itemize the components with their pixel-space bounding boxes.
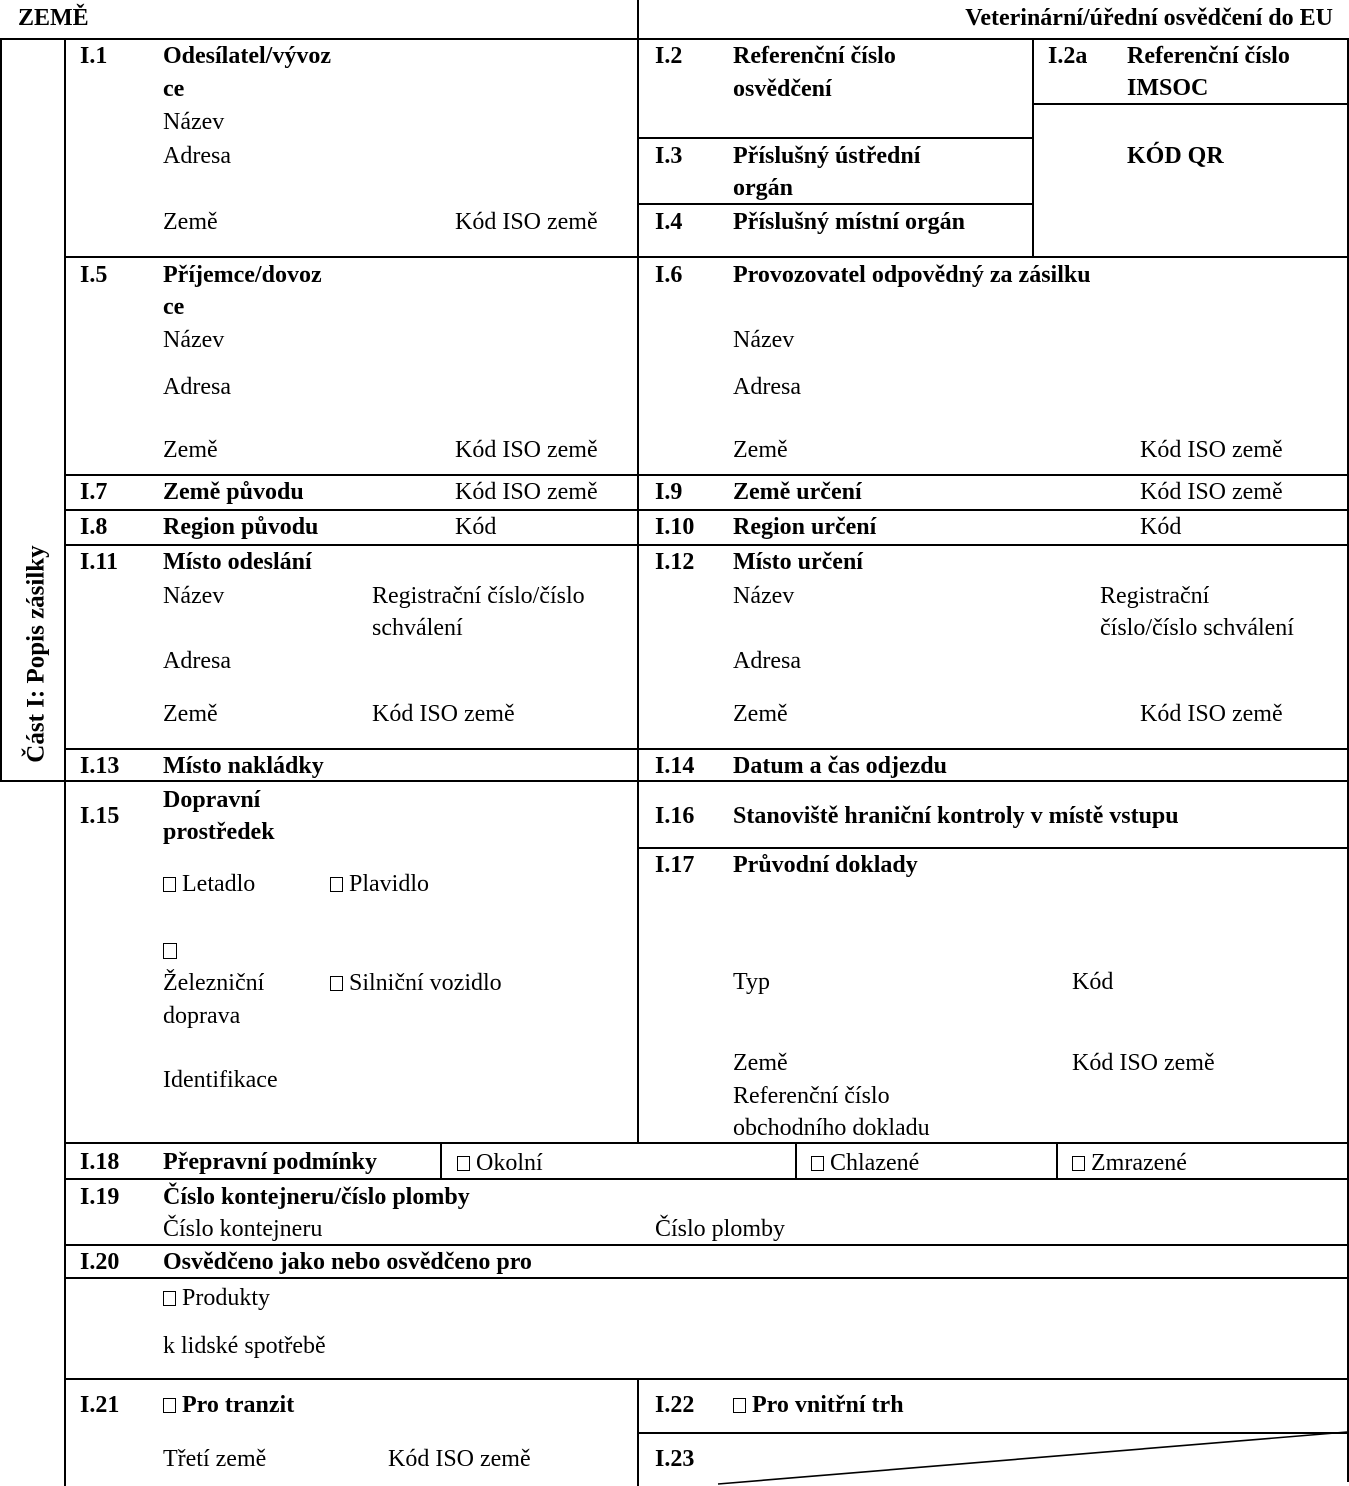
dispatch-place-title: Místo odeslání: [163, 549, 312, 575]
box-number-i14: I.14: [655, 753, 695, 779]
transport-road-label: Silniční vozidlo: [349, 970, 502, 996]
box-number-i7: I.7: [80, 479, 108, 505]
checkbox-icon[interactable]: [457, 1156, 470, 1171]
destination-name-label: Název: [733, 583, 795, 609]
checkbox-icon[interactable]: [811, 1156, 824, 1171]
box-number-i21: I.21: [80, 1392, 120, 1418]
loading-place-title: Místo nakládky: [163, 753, 324, 779]
transit-option[interactable]: [163, 1389, 294, 1422]
transit-title: Pro tranzit: [182, 1392, 295, 1418]
box-number-i2a: I.2a: [1048, 43, 1088, 69]
condition-frozen-label: Zmrazené: [1091, 1150, 1187, 1176]
box-number-i6: I.6: [655, 262, 683, 288]
destination-country-title: Země určení: [733, 479, 862, 505]
box-number-i11: I.11: [80, 549, 119, 575]
certificate-ref-title: Referenční číslo: [733, 43, 896, 69]
box-number-i15: I.15: [80, 803, 120, 829]
consignee-country-label: Země: [163, 437, 218, 463]
border-control-post-title: Stanoviště hraniční kontroly v místě vstupu: [733, 803, 1179, 829]
consignor-title-cont: ce: [163, 76, 185, 102]
side-label-part-one: Část I: Popis zásilky: [22, 545, 50, 763]
checkbox-icon[interactable]: [733, 1398, 746, 1413]
destination-region-title: Region určení: [733, 514, 877, 540]
container-number-label: Číslo kontejneru: [163, 1216, 323, 1242]
box-number-i22: I.22: [655, 1392, 695, 1418]
destination-reg-label-cont: číslo/číslo schválení: [1100, 615, 1294, 641]
qr-code-label: KÓD QR: [1127, 143, 1224, 169]
box-number-i19: I.19: [80, 1184, 120, 1210]
consignor-country-label: Země: [163, 209, 218, 235]
internal-market-title: Pro vnitřní trh: [752, 1392, 904, 1418]
condition-option-ambient[interactable]: [457, 1147, 543, 1180]
central-authority-title-cont: orgán: [733, 175, 793, 201]
dispatch-country-label: Země: [163, 701, 218, 727]
checkbox-icon[interactable]: [330, 976, 343, 991]
header-certificate-title: Veterinární/úřední osvědčení do EU: [965, 5, 1333, 31]
box-number-i9: I.9: [655, 479, 683, 505]
operator-iso-label: Kód ISO země: [1140, 437, 1283, 463]
local-authority-title: Příslušný místní orgán: [733, 209, 966, 235]
box-number-i4: I.4: [655, 209, 683, 235]
seal-number-label: Číslo plomby: [655, 1216, 786, 1242]
checkbox-icon[interactable]: [163, 1291, 176, 1306]
transport-title-cont: prostředek: [163, 819, 275, 845]
transport-option-ship[interactable]: [330, 868, 429, 901]
human-consumption-label: k lidské spotřebě: [163, 1333, 326, 1359]
third-country-iso-label: Kód ISO země: [388, 1446, 531, 1472]
consignor-iso-label: Kód ISO země: [455, 209, 598, 235]
box-number-i5: I.5: [80, 262, 108, 288]
consignor-address-label: Adresa: [163, 143, 231, 169]
products-label: Produkty: [182, 1285, 271, 1311]
consignor-name-label: Název: [163, 109, 225, 135]
certified-as-title: Osvědčeno jako nebo osvědčeno pro: [163, 1249, 532, 1275]
box-number-i16: I.16: [655, 803, 695, 829]
departure-datetime-title: Datum a čas odjezdu: [733, 753, 947, 779]
transport-option-plane[interactable]: [163, 868, 255, 901]
box-number-i8: I.8: [80, 514, 108, 540]
container-seal-title: Číslo kontejneru/číslo plomby: [163, 1184, 470, 1210]
origin-region-code-label: Kód: [455, 514, 497, 540]
doc-code-label: Kód: [1072, 969, 1114, 995]
box-number-i2: I.2: [655, 43, 683, 69]
operator-address-label: Adresa: [733, 374, 801, 400]
box-number-i20: I.20: [80, 1249, 120, 1275]
destination-iso-label-i12: Kód ISO země: [1140, 701, 1283, 727]
commercial-doc-ref-label-cont: obchodního dokladu: [733, 1115, 930, 1141]
condition-option-chilled[interactable]: [811, 1147, 919, 1180]
header-country: ZEMĚ: [18, 5, 89, 31]
checkbox-icon[interactable]: [330, 877, 343, 892]
operator-title: Provozovatel odpovědný za zásilku: [733, 262, 1091, 288]
consignee-iso-label: Kód ISO země: [455, 437, 598, 463]
consignee-name-label: Název: [163, 327, 225, 353]
certified-option-products[interactable]: [163, 1282, 270, 1315]
consignor-title: Odesílatel/vývoz: [163, 43, 331, 69]
checkbox-icon[interactable]: [163, 1398, 176, 1413]
dispatch-reg-label-cont: schválení: [372, 615, 463, 641]
transport-rail-label: Železniční: [163, 970, 265, 996]
dispatch-reg-label: Registrační číslo/číslo: [372, 583, 585, 609]
box-number-i23: I.23: [655, 1446, 695, 1472]
transport-identification-label: Identifikace: [163, 1067, 278, 1093]
destination-address-label: Adresa: [733, 648, 801, 674]
central-authority-title: Příslušný ústřední: [733, 143, 921, 169]
imsoc-ref-title: Referenční číslo: [1127, 43, 1290, 69]
transport-option-rail-checkbox[interactable]: [163, 936, 177, 969]
internal-market-option[interactable]: [733, 1389, 904, 1422]
dispatch-iso-label: Kód ISO země: [372, 701, 515, 727]
doc-country-label: Země: [733, 1050, 788, 1076]
box-number-i18: I.18: [80, 1149, 120, 1175]
destination-iso-label: Kód ISO země: [1140, 479, 1283, 505]
box-number-i10: I.10: [655, 514, 695, 540]
consignee-address-label: Adresa: [163, 374, 231, 400]
condition-chilled-label: Chlazené: [830, 1150, 920, 1176]
transport-option-road[interactable]: [330, 967, 502, 1000]
checkbox-icon[interactable]: [1072, 1156, 1085, 1171]
origin-country-title: Země původu: [163, 479, 304, 505]
origin-iso-label: Kód ISO země: [455, 479, 598, 505]
origin-region-title: Region původu: [163, 514, 319, 540]
transport-title: Dopravní: [163, 787, 261, 813]
box-number-i3: I.3: [655, 143, 683, 169]
accompanying-docs-title: Průvodní doklady: [733, 852, 918, 878]
dispatch-name-label: Název: [163, 583, 225, 609]
transport-ship-label: Plavidlo: [349, 871, 430, 897]
transport-plane-label: Letadlo: [182, 871, 256, 897]
box-number-i12: I.12: [655, 549, 695, 575]
destination-region-code-label: Kód: [1140, 514, 1182, 540]
operator-name-label: Název: [733, 327, 795, 353]
doc-iso-label: Kód ISO země: [1072, 1050, 1215, 1076]
consignee-title: Příjemce/dovoz: [163, 262, 322, 288]
box-number-i17: I.17: [655, 852, 695, 878]
doc-type-label: Typ: [733, 969, 770, 995]
destination-place-title: Místo určení: [733, 549, 863, 575]
transport-conditions-title: Přepravní podmínky: [163, 1149, 378, 1175]
destination-reg-label: Registrační: [1100, 583, 1210, 609]
box-number-i13: I.13: [80, 753, 120, 779]
imsoc-ref-title-cont: IMSOC: [1127, 75, 1209, 101]
consignee-title-cont: ce: [163, 294, 185, 320]
box-number-i1: I.1: [80, 43, 108, 69]
condition-option-frozen[interactable]: [1072, 1147, 1187, 1180]
third-country-label: Třetí země: [163, 1446, 267, 1472]
checkbox-icon[interactable]: [163, 943, 177, 959]
operator-country-label: Země: [733, 437, 788, 463]
transport-rail-label-cont: doprava: [163, 1003, 241, 1029]
destination-country-label: Země: [733, 701, 788, 727]
commercial-doc-ref-label: Referenční číslo: [733, 1083, 890, 1109]
condition-ambient-label: Okolní: [476, 1150, 543, 1176]
certificate-ref-title-cont: osvědčení: [733, 76, 832, 102]
checkbox-icon[interactable]: [163, 877, 176, 892]
dispatch-address-label: Adresa: [163, 648, 231, 674]
